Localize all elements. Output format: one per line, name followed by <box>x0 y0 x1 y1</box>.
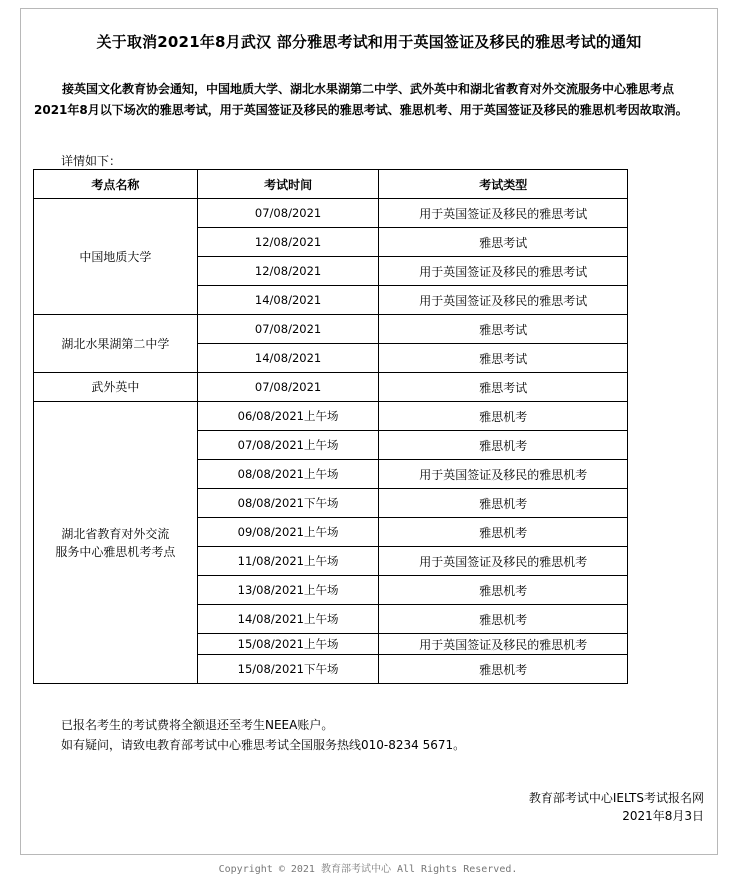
table-header-row <box>34 170 628 199</box>
exam-type: 雅思考试 <box>379 344 628 373</box>
exam-type: 用于英国签证及移民的雅思机考 <box>379 460 628 489</box>
exam-date: 08/08/2021下午场 <box>197 489 379 518</box>
exam-date: 14/08/2021 <box>197 344 379 373</box>
exam-date: 07/08/2021上午场 <box>197 431 379 460</box>
table-row <box>34 373 628 402</box>
exam-type: 雅思考试 <box>379 315 628 344</box>
header-venue: 考点名称 <box>34 170 198 199</box>
exam-type: 雅思考试 <box>379 228 628 257</box>
notice-intro: 接英国文化教育协会通知，中国地质大学、湖北水果湖第二中学、武外英中和湖北省教育对外交流服务中心雅思考点2021年8月以下场次的雅思考试，用于英国签证及移民的雅思考试、雅思机考、用于英国签证及移民的雅思机考因故取消。 <box>34 82 688 117</box>
venue-name: 中国地质大学 <box>34 199 198 315</box>
exam-type: 雅思机考 <box>379 605 628 634</box>
exam-type: 用于英国签证及移民的雅思考试 <box>379 199 628 228</box>
exam-date: 07/08/2021 <box>197 373 379 402</box>
exam-type: 雅思机考 <box>379 518 628 547</box>
exam-date: 15/08/2021下午场 <box>197 655 379 684</box>
table-row <box>34 199 628 228</box>
venue-name <box>34 402 198 684</box>
copyright-footer: Copyright © 2021 教育部考试中心 All Rights Reserved. <box>218 864 518 875</box>
exam-type: 雅思考试 <box>379 373 628 402</box>
details-label: 详情如下： <box>61 154 122 168</box>
exam-type: 雅思机考 <box>379 489 628 518</box>
header-exam-time: 考试时间 <box>197 170 379 199</box>
exam-date: 06/08/2021上午场 <box>197 402 379 431</box>
notes-block <box>61 715 465 755</box>
exam-date: 11/08/2021上午场 <box>197 547 379 576</box>
hotline-note: 如有疑问，请致电教育部考试中心雅思考试全国服务热线010-8234 5671。 <box>61 738 466 752</box>
exam-type: 用于英国签证及移民的雅思机考 <box>379 634 628 655</box>
exam-date: 13/08/2021上午场 <box>197 576 379 605</box>
exam-type: 用于英国签证及移民的雅思机考 <box>379 547 628 576</box>
notice-page <box>20 8 718 855</box>
notice-title: 关于取消2021年8月武汉 部分雅思考试和用于英国签证及移民的雅思考试的通知 <box>96 33 642 51</box>
refund-note: 已报名考生的考试费将全额退还至考生NEEA账户。 <box>61 718 334 732</box>
exam-date: 07/08/2021 <box>197 199 379 228</box>
exam-type: 雅思机考 <box>379 431 628 460</box>
venue-name: 湖北水果湖第二中学 <box>34 315 198 373</box>
signature-block <box>529 789 704 825</box>
exam-type: 用于英国签证及移民的雅思考试 <box>379 286 628 315</box>
header-exam-type: 考试类型 <box>379 170 628 199</box>
exam-date: 14/08/2021上午场 <box>197 605 379 634</box>
signature-org: 教育部考试中心IELTS考试报名网 <box>528 791 704 805</box>
exam-date: 12/08/2021 <box>197 228 379 257</box>
venue-name-line: 湖北省教育对外交流 <box>61 526 170 541</box>
cancelled-exams-table <box>33 169 628 684</box>
exam-date: 14/08/2021 <box>197 286 379 315</box>
exam-type: 雅思机考 <box>379 402 628 431</box>
exam-date: 09/08/2021上午场 <box>197 518 379 547</box>
exam-date: 08/08/2021上午场 <box>197 460 379 489</box>
venue-name: 武外英中 <box>34 373 198 402</box>
table-row <box>34 315 628 344</box>
signature-date: 2021年8月3日 <box>622 809 704 823</box>
exam-type: 雅思机考 <box>379 655 628 684</box>
table-row <box>34 402 628 431</box>
exam-type: 用于英国签证及移民的雅思考试 <box>379 257 628 286</box>
exam-date: 15/08/2021上午场 <box>197 634 379 655</box>
exam-date: 07/08/2021 <box>197 315 379 344</box>
exam-type: 雅思机考 <box>379 576 628 605</box>
venue-name-line: 服务中心雅思机考考点 <box>55 544 176 559</box>
exam-date: 12/08/2021 <box>197 257 379 286</box>
